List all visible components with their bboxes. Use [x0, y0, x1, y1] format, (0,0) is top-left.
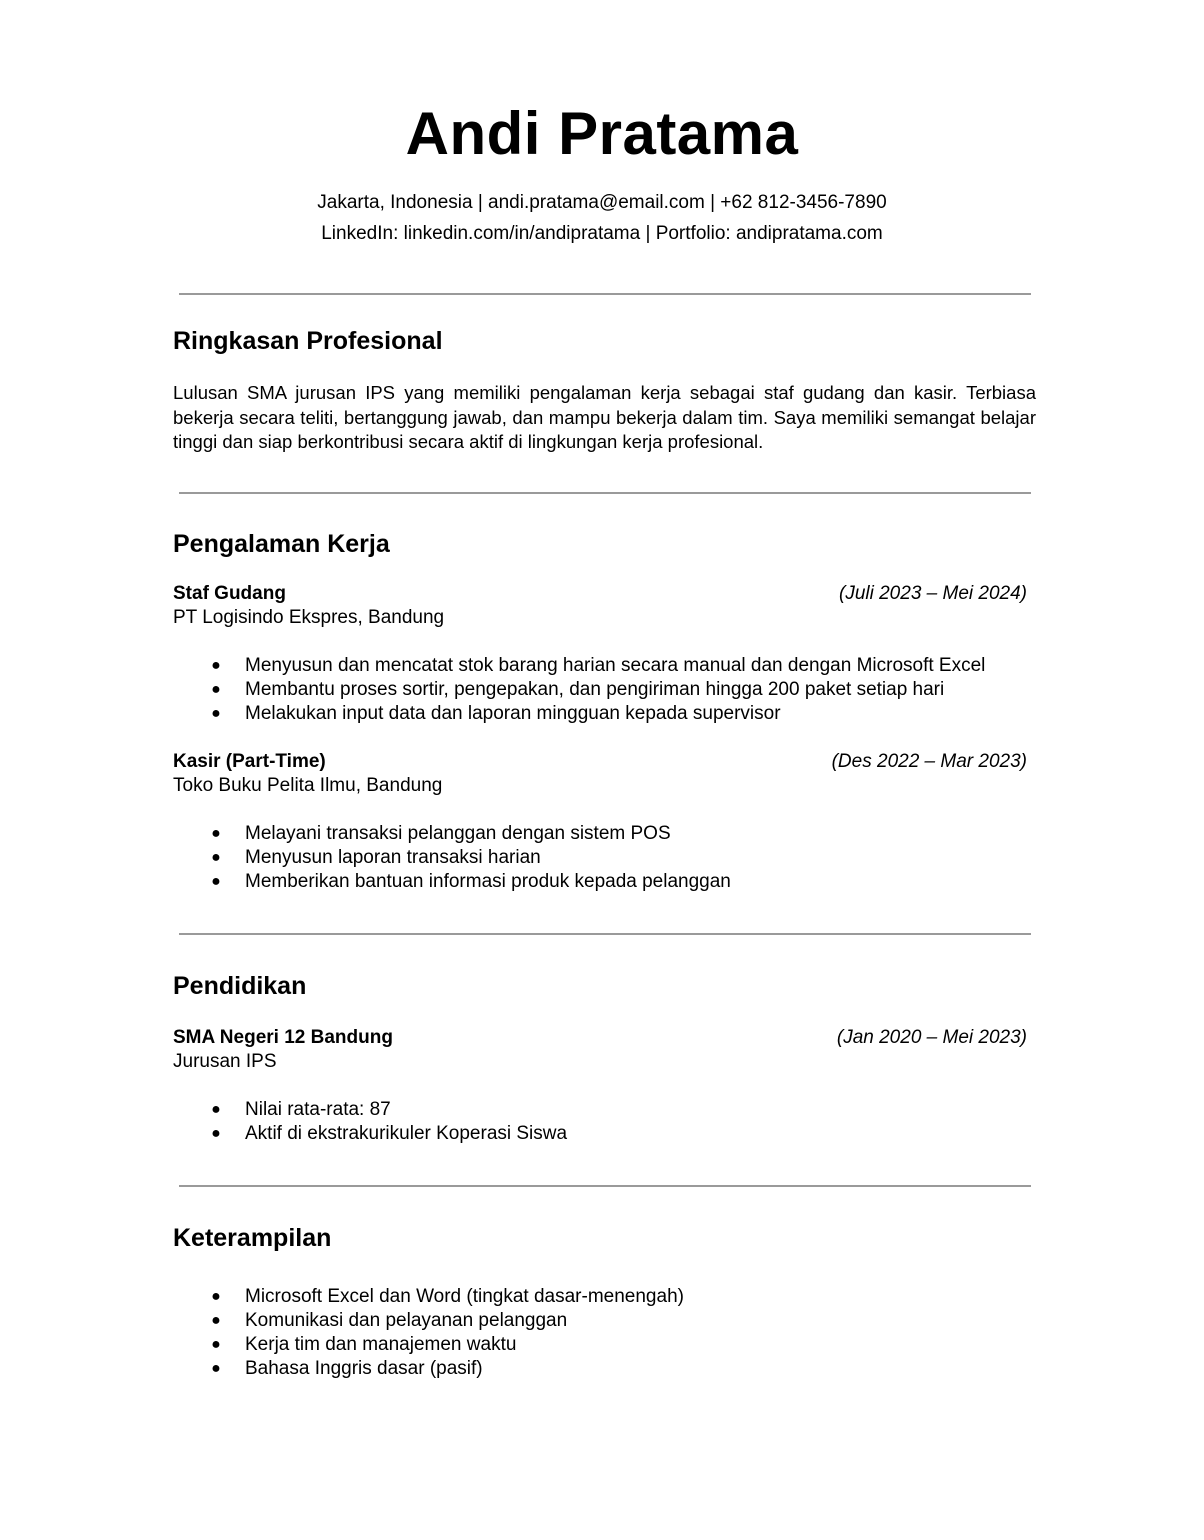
- bullet-icon: ●: [211, 825, 221, 842]
- candidate-name: Andi Pratama: [405, 100, 799, 167]
- job-date: (Des 2022 – Mar 2023): [831, 751, 1027, 772]
- section-divider: [179, 933, 1031, 935]
- education-major: Jurusan IPS: [173, 1051, 277, 1072]
- list-item: ● Melayani transaksi pelanggan dengan sistem POS: [211, 823, 671, 844]
- list-item: ● Microsoft Excel dan Word (tingkat dasar-menengah): [211, 1286, 684, 1307]
- section-divider: [179, 1185, 1031, 1187]
- online-profiles: LinkedIn: linkedin.com/in/andipratama | Portfolio: andipratama.com: [321, 223, 883, 244]
- list-item: ● Komunikasi dan pelayanan pelanggan: [211, 1310, 568, 1331]
- list-item: ● Nilai rata-rata: 87: [211, 1099, 391, 1120]
- bullet-icon: ●: [211, 681, 221, 698]
- list-item: ● Menyusun dan mencatat stok barang harian secara manual dan dengan Microsoft Excel: [211, 655, 986, 676]
- skills-heading: Keterampilan: [173, 1224, 332, 1252]
- job-organization: PT Logisindo Ekspres, Bandung: [173, 607, 445, 628]
- job-organization: Toko Buku Pelita Ilmu, Bandung: [173, 775, 443, 796]
- contact-info: Jakarta, Indonesia | andi.pratama@email.com | +62 812-3456-7890: [317, 192, 887, 213]
- bullet-icon: ●: [211, 1288, 221, 1305]
- list-item: ● Bahasa Inggris dasar (pasif): [211, 1358, 483, 1379]
- education-details-list: [210, 1098, 567, 1146]
- list-item: ● Membantu proses sortir, pengepakan, dan pengiriman hingga 200 paket setiap hari: [211, 679, 945, 700]
- skills-list: [210, 1285, 684, 1381]
- summary-heading: Ringkasan Profesional: [173, 327, 443, 355]
- job-duties-list: [210, 822, 731, 894]
- bullet-icon: ●: [211, 1360, 221, 1377]
- bullet-icon: ●: [211, 1125, 221, 1142]
- school-name: SMA Negeri 12 Bandung: [173, 1027, 393, 1048]
- bullet-icon: ●: [211, 1312, 221, 1329]
- bullet-icon: ●: [211, 657, 221, 674]
- list-item: ● Kerja tim dan manajemen waktu: [211, 1334, 517, 1355]
- job-date: (Juli 2023 – Mei 2024): [839, 583, 1027, 604]
- education-heading: Pendidikan: [173, 972, 307, 1000]
- list-item: ● Memberikan bantuan informasi produk kepada pelanggan: [211, 871, 731, 892]
- list-item: ● Menyusun laporan transaksi harian: [211, 847, 541, 868]
- bullet-icon: ●: [211, 873, 221, 890]
- section-divider: [179, 293, 1031, 295]
- experience-heading: Pengalaman Kerja: [173, 530, 390, 558]
- job-title: Kasir (Part-Time): [173, 751, 326, 772]
- summary-text: Lulusan SMA jurusan IPS yang memiliki pengalaman kerja sebagai staf gudang dan kasir. Terbiasa bekerja secara teliti, bertanggung jawab, dan mampu bekerja dalam tim. Saya memiliki semangat belajar tinggi dan siap berkontribusi secara aktif di lingkungan kerja profesional.: [173, 382, 1036, 452]
- section-divider: [179, 492, 1031, 494]
- list-item: ● Melakukan input data dan laporan mingguan kepada supervisor: [211, 703, 781, 724]
- job-duties-list: [210, 654, 985, 726]
- education-date: (Jan 2020 – Mei 2023): [836, 1027, 1027, 1048]
- bullet-icon: ●: [211, 1101, 221, 1118]
- job-title: Staf Gudang: [173, 583, 286, 604]
- bullet-icon: ●: [211, 849, 221, 866]
- bullet-icon: ●: [211, 705, 221, 722]
- bullet-icon: ●: [211, 1336, 221, 1353]
- list-item: ● Aktif di ekstrakurikuler Koperasi Siswa: [211, 1123, 568, 1144]
